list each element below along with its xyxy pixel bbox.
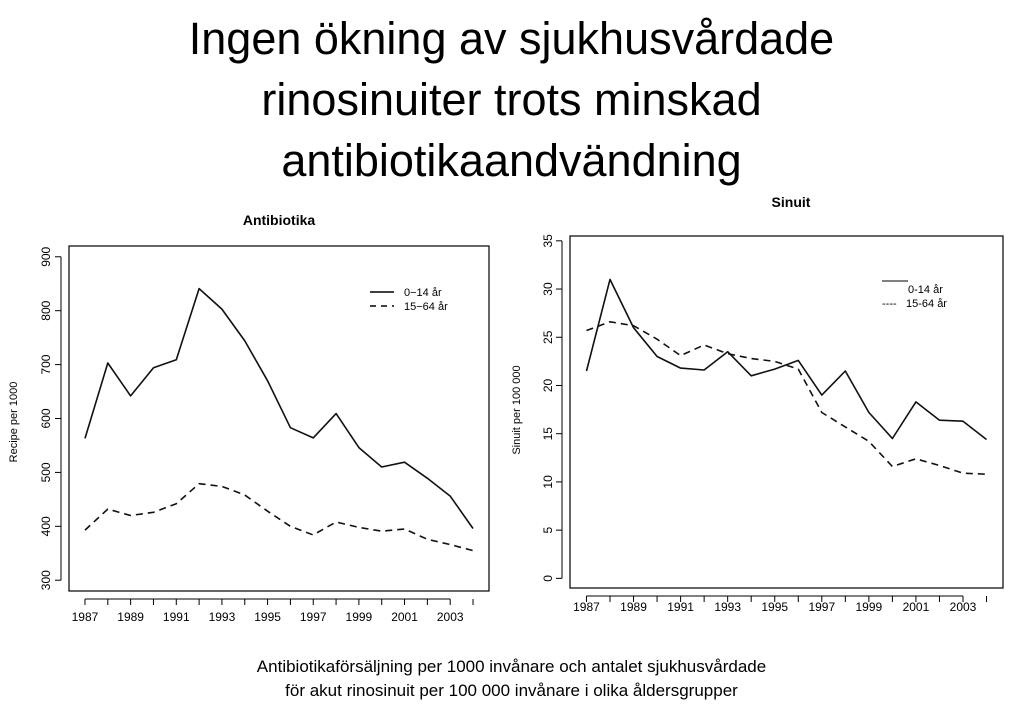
y-tick-label: 300 xyxy=(39,570,54,591)
chart-title: Sinuit xyxy=(771,194,811,210)
x-tick-label: 1991 xyxy=(162,610,190,624)
slide-title-line: antibiotikaandvändning xyxy=(281,135,742,186)
x-tick-label: 2001 xyxy=(391,610,418,624)
y-tick-label: 700 xyxy=(39,354,54,375)
x-tick-label: 1987 xyxy=(573,600,600,614)
y-tick-label: 15 xyxy=(541,427,556,441)
x-tick-label: 2003 xyxy=(436,610,464,624)
figure-caption xyxy=(0,655,1023,703)
y-tick-label: 800 xyxy=(39,300,54,321)
y-tick-label: 5 xyxy=(541,526,556,534)
y-tick-label: 0 xyxy=(541,575,556,582)
x-tick-label: 1995 xyxy=(254,610,281,624)
legend-label: 15−64 år xyxy=(404,300,448,313)
x-tick-label: 1997 xyxy=(808,600,836,614)
y-tick-label: 30 xyxy=(541,282,556,296)
legend-label: 15-64 år xyxy=(906,297,947,310)
x-tick-label: 1995 xyxy=(761,600,789,614)
caption-line: för akut rinosinuit per 100 000 invånare i olika åldersgrupper xyxy=(285,681,738,700)
y-tick-label: 400 xyxy=(39,516,54,537)
x-tick-label: 1989 xyxy=(117,610,144,624)
y-axis-label: Recipe per 1000 xyxy=(7,381,20,463)
y-tick-label: 10 xyxy=(541,475,556,489)
x-tick-label: 1989 xyxy=(620,600,647,614)
x-tick-label: 2001 xyxy=(902,600,930,614)
x-tick-label: 2003 xyxy=(949,600,977,614)
y-tick-label: 600 xyxy=(39,408,54,429)
x-tick-label: 1991 xyxy=(667,600,694,614)
caption-line: Antibiotikaförsäljning per 1000 invånare och antalet sjukhusvårdade xyxy=(256,657,767,676)
y-tick-label: 25 xyxy=(541,330,556,344)
slide-title-line: Ingen ökning av sjukhusvårdade xyxy=(188,13,835,64)
x-tick-label: 1987 xyxy=(71,610,99,624)
series-line-solid xyxy=(85,286,473,529)
x-tick-label: 1993 xyxy=(208,610,236,624)
series-line-dashed xyxy=(85,484,473,551)
y-tick-label: 20 xyxy=(541,378,556,393)
y-tick-label: 500 xyxy=(39,462,54,483)
y-axis-label: Sinuit per 100 000 xyxy=(510,365,523,455)
legend-label: 0-14 år xyxy=(908,283,943,296)
slide-title-line: rinosinuiter trots minskad xyxy=(261,74,762,125)
x-tick-label: 1993 xyxy=(714,600,742,614)
legend-swatch: ---- xyxy=(882,297,897,310)
legend-label: 0−14 år xyxy=(404,286,442,299)
chart-title: Antibiotika xyxy=(242,212,316,228)
x-tick-label: 1999 xyxy=(345,610,373,624)
x-tick-label: 1999 xyxy=(855,600,883,614)
y-tick-label: 900 xyxy=(39,246,54,267)
y-tick-label: 35 xyxy=(541,234,556,248)
x-tick-label: 1997 xyxy=(299,610,327,624)
